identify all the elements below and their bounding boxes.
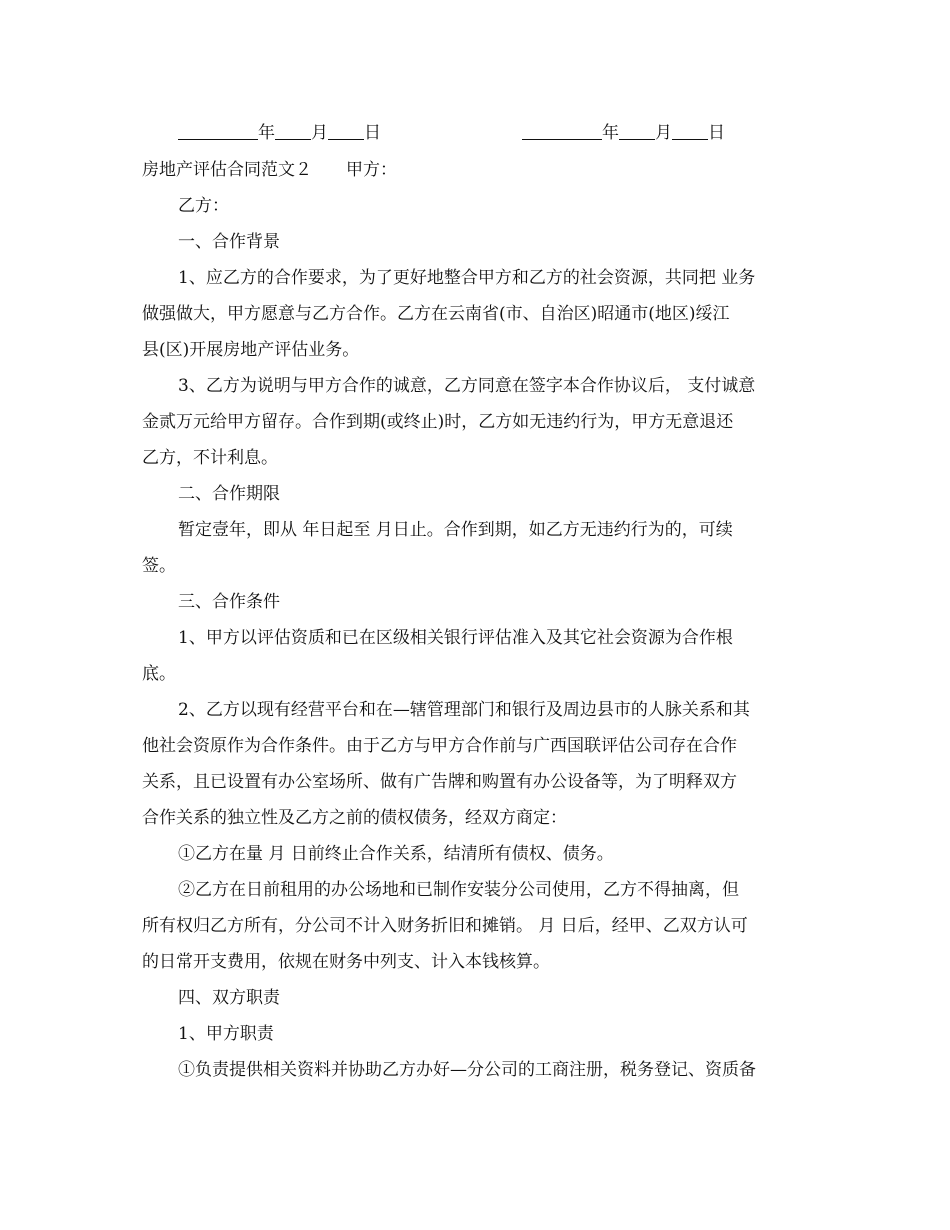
paragraph-line: ①负责提供相关资料并协助乙方办好—分公司的工商注册，税务登记、资质备 <box>178 1060 756 1080</box>
contract-body <box>142 152 812 1088</box>
paragraph-line: 3、乙方为说明与甲方合作的诚意，乙方同意在签字本合作协议后， 支付诚意 <box>178 376 756 396</box>
document-title: 房地产评估合同范文２ <box>142 160 312 180</box>
paragraph-line: 的日常开支费用，依规在财务中列支、计入本钱核算。 <box>142 952 550 972</box>
year-blank <box>178 123 258 140</box>
month-label: 月 <box>655 123 672 143</box>
paragraph-line: 1、应乙方的合作要求，为了更好地整合甲方和乙方的社会资源，共同把 业务 <box>178 268 756 288</box>
party-b-label: 乙方： <box>178 196 229 216</box>
day-label: 日 <box>364 123 381 143</box>
paragraph-line: 底。 <box>142 664 176 684</box>
paragraph-line: ①乙方在量 月 日前终止合作关系，结清所有债权、债务。 <box>178 844 614 864</box>
day-blank <box>328 123 364 140</box>
month-label: 月 <box>311 123 328 143</box>
year-blank <box>522 123 602 140</box>
paragraph-line: 1、甲方以评估资质和已在区级相关银行评估准入及其它社会资源为合作根 <box>178 628 733 648</box>
section-heading: 三、合作条件 <box>178 592 280 612</box>
title-line <box>142 152 812 188</box>
day-blank <box>672 123 708 140</box>
signature-date-line <box>0 118 950 144</box>
day-label: 日 <box>708 123 725 143</box>
paragraph-line: 暂定壹年，即从 年日起至 月日止。合作到期，如乙方无违约行为的，可续 <box>178 520 733 540</box>
year-label: 年 <box>602 123 619 143</box>
party-a-label: 甲方： <box>346 160 397 180</box>
paragraph-line: 合作关系的独立性及乙方之前的债权债务，经双方商定： <box>142 808 567 828</box>
date-right <box>522 118 725 143</box>
month-blank <box>275 123 311 140</box>
section-heading: 一、合作背景 <box>178 232 280 252</box>
paragraph-line: 县(区)开展房地产评估业务。 <box>142 340 360 360</box>
section-heading: 四、双方职责 <box>178 988 280 1008</box>
paragraph-line: 关系，且已设置有办公室场所、做有广告牌和购置有办公设备等，为了明释双方 <box>142 772 737 792</box>
paragraph-line: 他社会资原作为合作条件。由于乙方与甲方合作前与广西国联评估公司存在合作 <box>142 736 737 756</box>
month-blank <box>619 123 655 140</box>
section-heading: 二、合作期限 <box>178 484 280 504</box>
year-label: 年 <box>258 123 275 143</box>
paragraph-line: 乙方，不计利息。 <box>142 448 278 468</box>
paragraph-line: ②乙方在日前租用的办公场地和已制作安装分公司使用，乙方不得抽离，但 <box>178 880 739 900</box>
subsection-heading: 1、甲方职责 <box>178 1024 274 1044</box>
paragraph-line: 2、乙方以现有经营平台和在—辖管理部门和银行及周边县市的人脉关系和其 <box>178 700 750 720</box>
paragraph-line: 金贰万元给甲方留存。合作到期(或终止)时，乙方如无违约行为，甲方无意退还 <box>142 412 734 432</box>
date-left <box>178 118 381 143</box>
paragraph-line: 签。 <box>142 556 176 576</box>
paragraph-line: 所有权归乙方所有，分公司不计入财务折旧和摊销。 月 日后，经甲、乙双方认可 <box>142 916 748 936</box>
paragraph-line: 做强做大，甲方愿意与乙方合作。乙方在云南省(市、自治区)昭通市(地区)绥江 <box>142 304 730 324</box>
